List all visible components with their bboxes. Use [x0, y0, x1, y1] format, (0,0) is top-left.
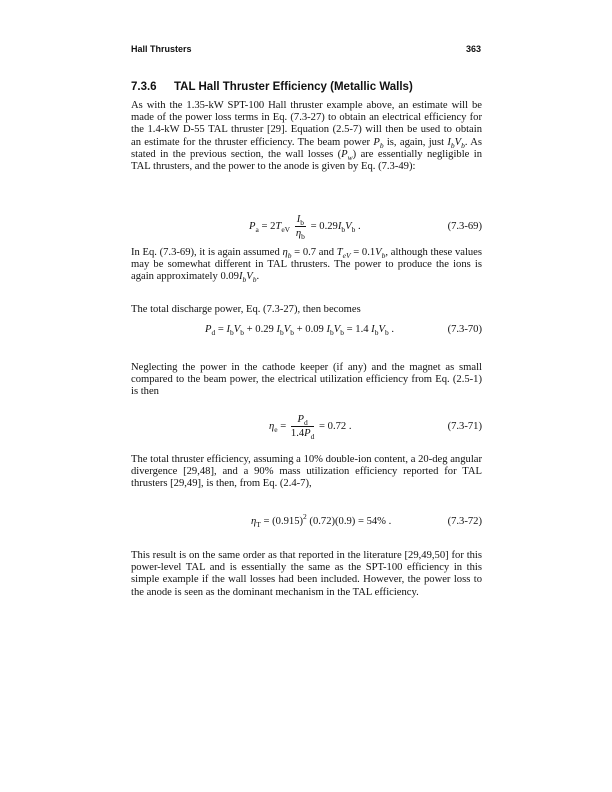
paragraph-3: The total discharge power, Eq. (7.3-27), then becomes: [131, 304, 361, 315]
equation-number: (7.3-70): [447, 324, 482, 335]
equation-7-3-69: $P_a = 2T_{eV}$ $\frac{I_b}{\eta_b}$ = $0.29I_bV_b$ . (7.3-69): [249, 214, 482, 241]
equation-7-3-71: $\eta_e$ = $\frac{P_d}{1.4P_d}$ = 0.72 . (7.3-71): [269, 414, 482, 441]
section-number: 7.3.6: [131, 81, 157, 93]
text: . As stated in the previous section, the wall losses (: [131, 136, 482, 160]
section-heading: [131, 80, 413, 94]
running-title: Hall Thrusters: [131, 44, 192, 54]
text: is, again, just: [383, 136, 448, 148]
section-title: TAL Hall Thruster Efficiency (Metallic Walls): [174, 81, 413, 93]
equation-number: (7.3-69): [447, 221, 482, 232]
math: $P_b$: [373, 136, 384, 150]
text: ) are essentially negligible in TAL thrusters, and the power to the anode is given by Eq. (7.3-49):: [131, 148, 482, 173]
paragraph-5: The total thruster efficiency, assuming a 10% double-ion content, a 20-deg angular divergence [29,48], and a 90% mass utilization efficiency reported for TAL thrusters [29,49], is then, from Eq. (2.4-7),: [131, 454, 482, 490]
text: As with the 1.35-kW SPT-100 Hall thruster example above, an estimate will be made of the power loss terms in Eq. (7.3-27) to obtain an electrical efficiency for the 1.4-kW D-55 TAL thruster [29]. Equation (2.5-7) will then be used to obtain an estimate for the thruster efficiency. The beam power: [131, 100, 482, 148]
page-number: 363: [465, 44, 481, 54]
paragraph-6: This result is on the same order as that reported in the literature [29,49,50] for this power-level TAL and is essentially the same as the SPT-100 efficiency in this simple example if the wall losses had been included. However, the power loss to the anode is seen as the dominant mechanism in the TAL efficiency.: [131, 550, 482, 598]
equation-7-3-72: $\eta_T = (0.915)^2$ (0.72)(0.9) = 54% . (7.3-72): [251, 512, 482, 529]
equation-number: (7.3-72): [447, 516, 482, 527]
paragraph-2: In Eq. (7.3-69), it is again assumed $\eta_b = 0.7$ and $T_{eV} = 0.1V_b$, although these values may be somewhat different in TAL thrusters. The power to produce the ions is again approximately $0.09I_bV_b$.: [131, 247, 483, 285]
paragraph-4: Neglecting the power in the cathode keeper (if any) and the magnet as small compared to the beam power, the electrical utilization efficiency from Eq. (2.5-1) is then: [131, 362, 482, 398]
equation-7-3-70: $P_d = I_bV_b + 0.29$ $I_bV_b + 0.09$ $I_bV_b = 1.4$ $I_bV_b$ . (7.3-70): [205, 324, 482, 337]
equation-number: (7.3-71): [447, 421, 482, 432]
paragraph-1: [131, 100, 482, 173]
math: $P_w$: [341, 148, 353, 162]
math: $I_bV_b$: [447, 136, 465, 150]
